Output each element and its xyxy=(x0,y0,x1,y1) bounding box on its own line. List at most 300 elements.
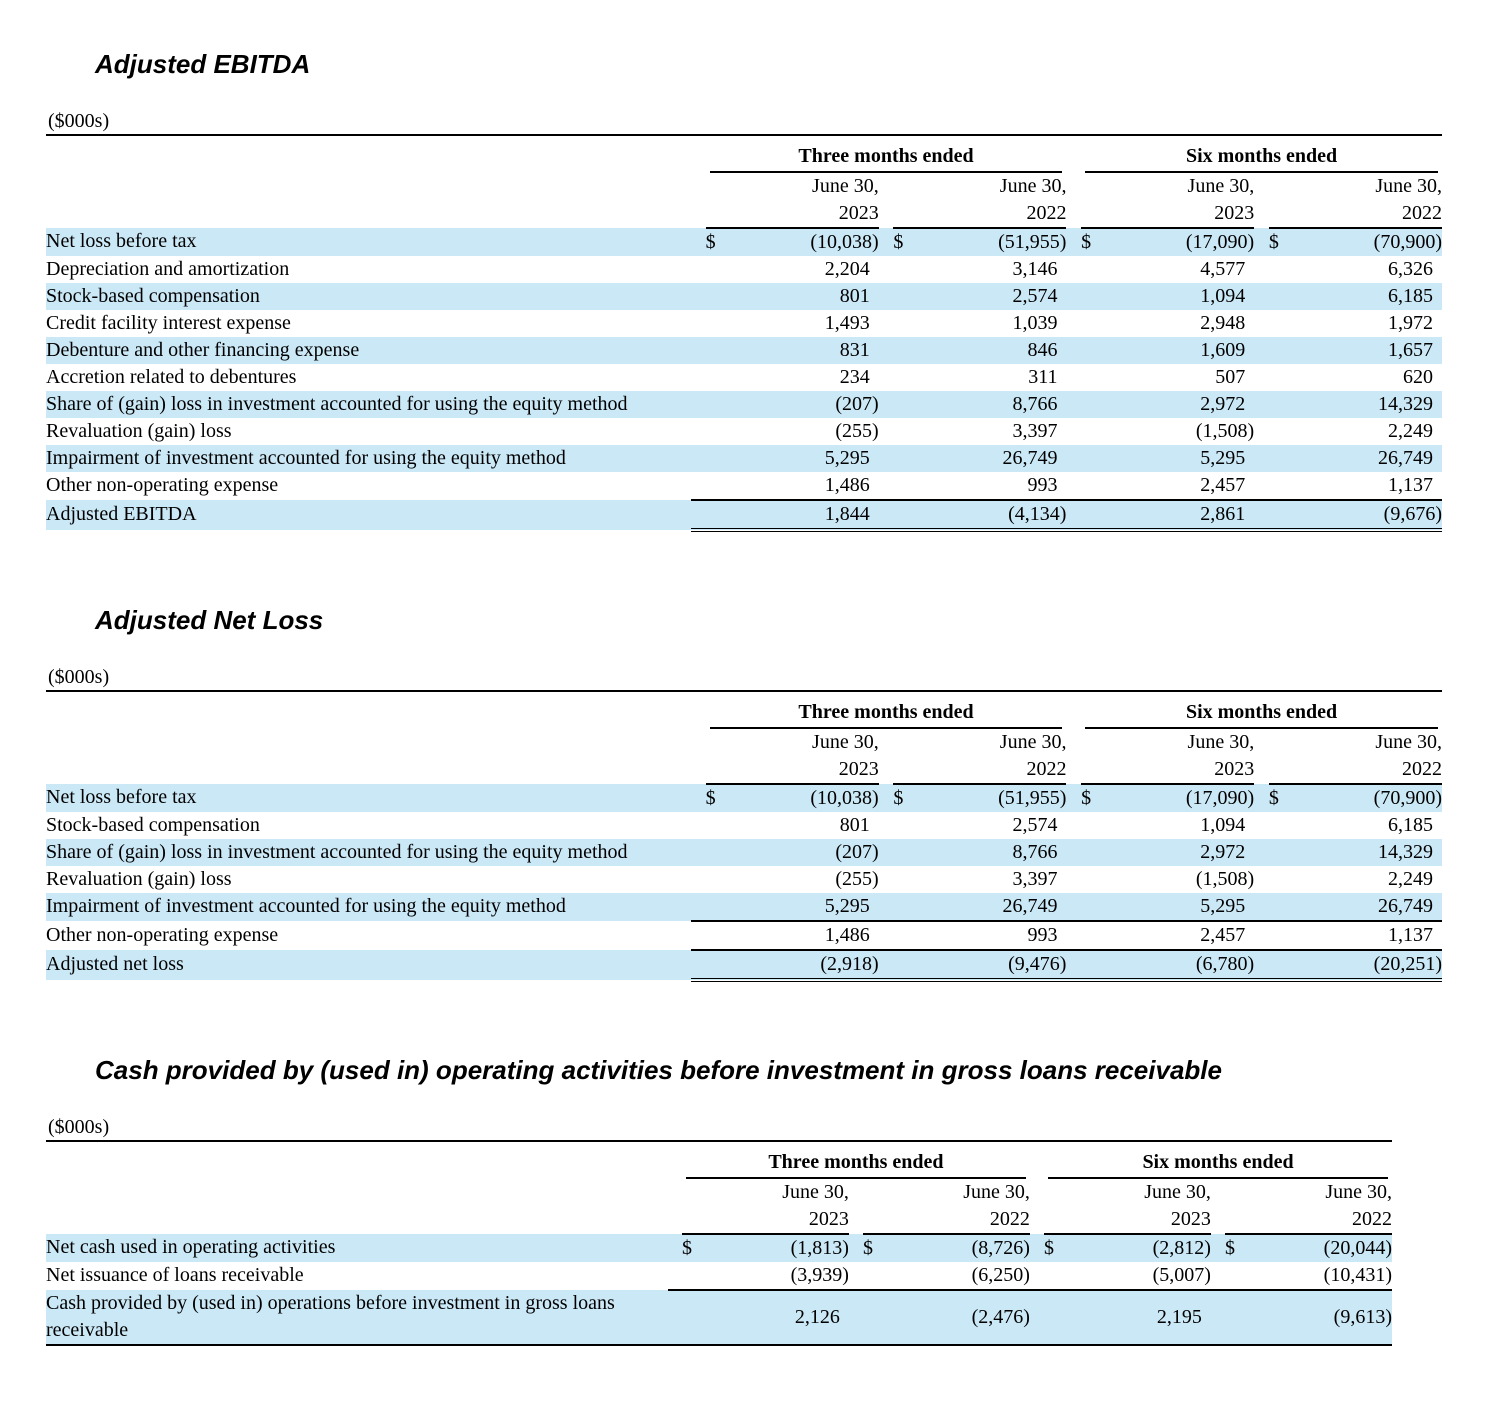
spacer-cell xyxy=(879,418,894,445)
currency-symbol-cell xyxy=(1081,337,1108,364)
row-label: Stock-based compensation xyxy=(46,813,260,836)
units-label: ($000s) xyxy=(46,666,1442,692)
currency-symbol-cell xyxy=(1269,866,1296,893)
currency-symbol-cell xyxy=(863,1290,889,1345)
value-cell: (1,508) xyxy=(1195,867,1255,890)
table-row xyxy=(46,228,1442,256)
spacer-cell xyxy=(1254,364,1269,391)
column-header xyxy=(893,173,1066,228)
row-label: Cash provided by (used in) operations before investment in gross loans receivable xyxy=(46,1290,668,1345)
spacer-cell xyxy=(1066,283,1081,310)
row-label: Share of (gain) loss in investment accounted for using the equity method xyxy=(46,392,628,415)
column-header-line: June 30, xyxy=(812,174,879,197)
currency-symbol-cell xyxy=(893,391,920,418)
value-cell: 26,749 xyxy=(1378,446,1433,469)
value-cell: (3,939) xyxy=(708,1262,849,1290)
spacer-cell xyxy=(849,1290,863,1345)
spacer-cell xyxy=(1066,173,1081,228)
currency-symbol-cell xyxy=(893,472,920,500)
currency-symbol-cell xyxy=(1081,256,1108,283)
spacer-cell xyxy=(879,256,894,283)
currency-symbol-cell xyxy=(1081,364,1108,391)
row-label: Debenture and other financing expense xyxy=(46,338,360,361)
column-header-line: June 30, xyxy=(1325,1180,1392,1203)
value-cell: 507 xyxy=(1215,365,1246,388)
value-cell: 2,574 xyxy=(1012,813,1058,836)
value-cell: 1,039 xyxy=(1012,311,1058,334)
value-cell: 846 xyxy=(1027,338,1058,361)
spacer-cell xyxy=(1254,921,1269,950)
value-cell: (255) xyxy=(835,419,879,442)
spacer-cell xyxy=(1066,228,1081,256)
column-header-line: June 30, xyxy=(999,730,1067,753)
section-adjusted-ebitda xyxy=(46,50,1442,532)
spacer-cell xyxy=(1066,692,1081,729)
currency-symbol-cell xyxy=(893,256,920,283)
spacer-cell xyxy=(879,173,894,228)
value-cell: 26,749 xyxy=(1378,894,1433,917)
spacer-cell xyxy=(691,364,706,391)
currency-symbol-cell xyxy=(863,1262,889,1290)
spacer-cell xyxy=(1066,893,1081,921)
value-cell: 1,486 xyxy=(732,472,879,500)
spacer-cell xyxy=(1066,337,1081,364)
spacer-cell xyxy=(46,1179,668,1234)
currency-symbol-cell xyxy=(1081,893,1108,921)
currency-symbol-cell xyxy=(1269,472,1296,500)
table-row xyxy=(46,310,1442,337)
currency-symbol-cell: $ xyxy=(893,230,904,253)
spacer-cell xyxy=(1066,500,1081,530)
spacer-cell xyxy=(1066,866,1081,893)
currency-symbol-cell xyxy=(893,950,920,980)
spacer-cell xyxy=(1030,1262,1044,1290)
table-row xyxy=(46,950,1442,980)
table-row xyxy=(46,866,1442,893)
column-group-header xyxy=(1044,1142,1392,1179)
value-cell: (10,431) xyxy=(1251,1262,1392,1290)
table-row xyxy=(46,364,1442,391)
currency-symbol-cell xyxy=(706,445,733,472)
currency-symbol-cell xyxy=(1225,1290,1251,1345)
spacer-cell xyxy=(691,283,706,310)
table-row xyxy=(46,445,1442,472)
currency-symbol-cell: $ xyxy=(1081,230,1092,253)
value-cell: 1,137 xyxy=(1295,472,1442,500)
value-cell: (70,900) xyxy=(1373,786,1442,809)
spacer-cell xyxy=(1066,256,1081,283)
value-cell: 1,094 xyxy=(1200,813,1246,836)
currency-symbol-cell: $ xyxy=(1081,786,1092,809)
column-header-line: June 30, xyxy=(812,730,879,753)
column-group-header xyxy=(1081,692,1442,729)
column-group-header xyxy=(682,1142,1030,1179)
spacer-cell xyxy=(691,692,706,729)
currency-symbol-cell xyxy=(706,893,733,921)
spacer-cell xyxy=(879,950,894,980)
spacer-cell xyxy=(879,500,894,530)
currency-symbol-cell xyxy=(1269,893,1296,921)
spacer-cell xyxy=(1066,950,1081,980)
spacer-cell xyxy=(1066,812,1081,839)
spacer-cell xyxy=(1030,1142,1044,1179)
adjusted-net-loss-table xyxy=(46,692,1442,982)
spacer-cell xyxy=(691,472,706,500)
value-cell: (6,250) xyxy=(889,1262,1030,1290)
value-cell: 5,295 xyxy=(824,446,870,469)
value-cell: 2,195 xyxy=(1070,1290,1211,1345)
spacer-cell xyxy=(691,310,706,337)
value-cell: (2,812) xyxy=(1152,1236,1211,1259)
spacer-cell xyxy=(691,391,706,418)
spacer-cell xyxy=(1211,1290,1225,1345)
value-cell: (8,726) xyxy=(971,1236,1030,1259)
column-group-header xyxy=(1081,136,1442,173)
currency-symbol-cell xyxy=(1081,310,1108,337)
value-cell: 801 xyxy=(839,813,870,836)
value-cell: (10,038) xyxy=(810,230,879,253)
column-header-line: 2022 xyxy=(1026,201,1067,224)
value-cell: 5,295 xyxy=(1200,446,1246,469)
section-title: Adjusted Net Loss xyxy=(95,604,324,635)
group-header-row xyxy=(46,136,1442,173)
spacer-cell xyxy=(1254,784,1269,812)
spacer-cell xyxy=(1066,364,1081,391)
spacer-cell xyxy=(1254,256,1269,283)
currency-symbol-cell xyxy=(893,337,920,364)
value-cell: 2,249 xyxy=(1388,419,1433,442)
currency-symbol-cell xyxy=(1081,500,1108,530)
value-cell: (10,038) xyxy=(810,786,879,809)
table-row xyxy=(46,784,1442,812)
column-header xyxy=(1225,1179,1392,1234)
value-cell: 1,972 xyxy=(1388,311,1433,334)
spacer-cell xyxy=(879,839,894,866)
group-header-row xyxy=(46,692,1442,729)
column-header xyxy=(1081,173,1254,228)
column-header-line: 2023 xyxy=(1170,1207,1211,1230)
currency-symbol-cell xyxy=(893,418,920,445)
value-cell: 8,766 xyxy=(1012,392,1058,415)
value-cell: (9,676) xyxy=(1295,500,1442,530)
spacer-cell xyxy=(1254,173,1269,228)
spacer-cell xyxy=(1254,500,1269,530)
spacer-cell xyxy=(849,1179,863,1234)
value-cell: (255) xyxy=(835,867,879,890)
spacer-cell xyxy=(1254,472,1269,500)
value-cell: 2,457 xyxy=(1108,472,1255,500)
currency-symbol-cell xyxy=(893,921,920,950)
financial-table xyxy=(46,692,1442,982)
row-label: Adjusted EBITDA xyxy=(46,503,197,526)
spacer-cell xyxy=(46,692,691,729)
column-header-line: 2022 xyxy=(1026,757,1067,780)
column-header xyxy=(1269,173,1442,228)
currency-symbol-cell xyxy=(1081,921,1108,950)
spacer-cell xyxy=(1254,310,1269,337)
spacer-cell xyxy=(1066,784,1081,812)
value-cell: (5,007) xyxy=(1070,1262,1211,1290)
spacer-cell xyxy=(1030,1290,1044,1345)
column-header-line: 2022 xyxy=(989,1207,1030,1230)
column-header-line: 2023 xyxy=(838,757,879,780)
spacer-cell xyxy=(879,310,894,337)
spacer-cell xyxy=(1066,445,1081,472)
spacer-cell xyxy=(1254,418,1269,445)
row-label: Net loss before tax xyxy=(46,786,197,809)
row-label: Depreciation and amortization xyxy=(46,257,290,280)
value-cell: 2,972 xyxy=(1200,392,1246,415)
currency-symbol-cell xyxy=(893,812,920,839)
currency-symbol-cell: $ xyxy=(705,786,716,809)
spacer-cell xyxy=(1254,729,1269,784)
value-cell: 14,329 xyxy=(1378,840,1433,863)
row-label: Other non-operating expense xyxy=(46,474,279,497)
spacer-cell xyxy=(1254,812,1269,839)
currency-symbol-cell xyxy=(893,839,920,866)
value-cell: (20,044) xyxy=(1323,1236,1392,1259)
currency-symbol-cell xyxy=(706,364,733,391)
value-cell: (17,090) xyxy=(1185,786,1255,809)
currency-symbol-cell xyxy=(706,256,733,283)
units-label: ($000s) xyxy=(46,1116,1392,1142)
spacer-cell xyxy=(691,784,706,812)
value-cell: 2,948 xyxy=(1200,311,1246,334)
column-header-line: 2023 xyxy=(838,201,879,224)
currency-symbol-cell xyxy=(1269,283,1296,310)
column-group-header-label: Three months ended xyxy=(686,1149,1026,1179)
column-header xyxy=(1044,1179,1211,1234)
value-cell: 1,486 xyxy=(732,921,879,950)
value-cell: 801 xyxy=(839,284,870,307)
currency-symbol-cell xyxy=(706,500,733,530)
spacer-cell xyxy=(1211,1262,1225,1290)
table-row xyxy=(46,472,1442,500)
table-row xyxy=(46,921,1442,950)
spacer-cell xyxy=(879,812,894,839)
value-cell: 1,137 xyxy=(1295,921,1442,950)
currency-symbol-cell xyxy=(1269,445,1296,472)
currency-symbol-cell xyxy=(706,391,733,418)
spacer-cell xyxy=(879,364,894,391)
value-cell: 2,574 xyxy=(1012,284,1058,307)
value-cell: (207) xyxy=(835,392,879,415)
spacer-cell xyxy=(668,1142,682,1179)
value-cell: 4,577 xyxy=(1200,257,1246,280)
currency-symbol-cell xyxy=(1225,1262,1251,1290)
currency-symbol-cell xyxy=(893,310,920,337)
value-cell: 620 xyxy=(1403,365,1433,388)
currency-symbol-cell xyxy=(1081,445,1108,472)
value-cell: (51,955) xyxy=(998,230,1067,253)
row-label: Revaluation (gain) loss xyxy=(46,867,232,890)
units-label: ($000s) xyxy=(46,110,1442,136)
spacer-cell xyxy=(668,1290,682,1345)
table-row xyxy=(46,1262,1392,1290)
table-row xyxy=(46,812,1442,839)
spacer-cell xyxy=(1254,839,1269,866)
value-cell: 6,185 xyxy=(1388,284,1433,307)
value-cell: (20,251) xyxy=(1295,950,1442,980)
spacer-cell xyxy=(1254,228,1269,256)
currency-symbol-cell xyxy=(893,364,920,391)
column-header-row xyxy=(46,173,1442,228)
column-header-line: 2023 xyxy=(1214,201,1255,224)
currency-symbol-cell xyxy=(1044,1290,1070,1345)
value-cell: 3,146 xyxy=(1012,257,1058,280)
currency-symbol-cell: $ xyxy=(1268,230,1279,253)
spacer-cell xyxy=(46,173,691,228)
column-header-line: June 30, xyxy=(963,1180,1030,1203)
value-cell: 14,329 xyxy=(1378,392,1433,415)
spacer-cell xyxy=(691,337,706,364)
spacer-cell xyxy=(1254,337,1269,364)
spacer-cell xyxy=(691,445,706,472)
column-header-line: June 30, xyxy=(1375,730,1442,753)
column-group-header-label: Six months ended xyxy=(1085,699,1438,729)
value-cell: 993 xyxy=(920,472,1067,500)
value-cell: (1,813) xyxy=(790,1236,849,1259)
column-header-line: June 30, xyxy=(1375,174,1442,197)
row-label: Share of (gain) loss in investment accounted for using the equity method xyxy=(46,840,628,863)
spacer-cell xyxy=(1066,391,1081,418)
spacer-cell xyxy=(691,173,706,228)
column-header-line: June 30, xyxy=(1144,1180,1211,1203)
currency-symbol-cell xyxy=(706,839,733,866)
spacer-cell xyxy=(691,418,706,445)
cash-operating-activities-table xyxy=(46,1142,1392,1346)
value-cell: (9,476) xyxy=(920,950,1067,980)
value-cell: 1,094 xyxy=(1200,284,1246,307)
table-row xyxy=(46,256,1442,283)
row-label: Net cash used in operating activities xyxy=(46,1236,336,1259)
column-header xyxy=(893,729,1066,784)
spacer-cell xyxy=(1066,136,1081,173)
currency-symbol-cell xyxy=(1269,839,1296,866)
row-label: Other non-operating expense xyxy=(46,923,279,946)
spacer-cell xyxy=(879,893,894,921)
value-cell: 6,185 xyxy=(1388,813,1433,836)
currency-symbol-cell xyxy=(1081,418,1108,445)
table-row xyxy=(46,391,1442,418)
currency-symbol-cell xyxy=(1269,337,1296,364)
value-cell: 1,493 xyxy=(824,311,870,334)
value-cell: 831 xyxy=(839,338,870,361)
value-cell: 5,295 xyxy=(824,894,870,917)
value-cell: 2,861 xyxy=(1108,500,1255,530)
row-label: Adjusted net loss xyxy=(46,953,184,976)
value-cell: (207) xyxy=(835,840,879,863)
column-header xyxy=(1269,729,1442,784)
spacer-cell xyxy=(1066,729,1081,784)
value-cell: 2,204 xyxy=(824,257,870,280)
row-label: Net issuance of loans receivable xyxy=(46,1264,304,1287)
currency-symbol-cell: $ xyxy=(863,1236,874,1259)
section-adjusted-net-loss xyxy=(46,606,1442,982)
currency-symbol-cell xyxy=(682,1290,708,1345)
spacer-cell xyxy=(1211,1179,1225,1234)
section-body xyxy=(46,666,1442,982)
spacer-cell xyxy=(879,729,894,784)
currency-symbol-cell xyxy=(1269,310,1296,337)
column-header xyxy=(863,1179,1030,1234)
table-row xyxy=(46,839,1442,866)
spacer-cell xyxy=(691,839,706,866)
currency-symbol-cell xyxy=(1081,812,1108,839)
value-cell: 2,249 xyxy=(1388,867,1433,890)
column-group-header-label: Three months ended xyxy=(710,143,1063,173)
column-group-header-label: Six months ended xyxy=(1085,143,1438,173)
spacer-cell xyxy=(879,921,894,950)
currency-symbol-cell xyxy=(893,445,920,472)
spacer-cell xyxy=(691,921,706,950)
spacer-cell xyxy=(1254,283,1269,310)
spacer-cell xyxy=(1254,866,1269,893)
spacer-cell xyxy=(691,136,706,173)
value-cell: 1,844 xyxy=(732,500,879,530)
column-header-line: 2022 xyxy=(1352,1207,1392,1230)
spacer-cell xyxy=(879,445,894,472)
value-cell: 1,609 xyxy=(1200,338,1246,361)
spacer-cell xyxy=(46,136,691,173)
spacer-cell xyxy=(879,784,894,812)
table-row xyxy=(46,418,1442,445)
table-row xyxy=(46,283,1442,310)
column-header-row xyxy=(46,729,1442,784)
spacer-cell xyxy=(691,729,706,784)
spacer-cell xyxy=(691,866,706,893)
spacer-cell xyxy=(879,337,894,364)
spacer-cell xyxy=(879,866,894,893)
currency-symbol-cell xyxy=(1269,391,1296,418)
value-cell: (9,613) xyxy=(1251,1290,1392,1345)
group-header-row xyxy=(46,1142,1392,1179)
spacer-cell xyxy=(691,500,706,530)
currency-symbol-cell xyxy=(682,1262,708,1290)
column-header-line: June 30, xyxy=(782,1180,849,1203)
value-cell: (1,508) xyxy=(1195,419,1255,442)
currency-symbol-cell xyxy=(1269,256,1296,283)
column-group-header xyxy=(706,692,1067,729)
currency-symbol-cell xyxy=(706,337,733,364)
column-group-header-label: Three months ended xyxy=(710,699,1063,729)
value-cell: 3,397 xyxy=(1012,867,1058,890)
table-row xyxy=(46,1234,1392,1262)
table-row xyxy=(46,337,1442,364)
value-cell: (4,134) xyxy=(920,500,1067,530)
spacer-cell xyxy=(1066,472,1081,500)
section-cash-operating-activities xyxy=(46,1056,1442,1346)
spacer-cell xyxy=(1066,921,1081,950)
column-header xyxy=(682,1179,849,1234)
section-body xyxy=(46,110,1442,532)
spacer-cell xyxy=(1066,310,1081,337)
currency-symbol-cell xyxy=(1081,839,1108,866)
currency-symbol-cell xyxy=(706,866,733,893)
table-row xyxy=(46,893,1442,921)
value-cell: 6,326 xyxy=(1388,257,1433,280)
value-cell: 311 xyxy=(1028,365,1058,388)
column-group-header xyxy=(706,136,1067,173)
spacer-cell xyxy=(1066,418,1081,445)
currency-symbol-cell xyxy=(1081,950,1108,980)
spacer-cell xyxy=(691,893,706,921)
spacer-cell xyxy=(879,472,894,500)
row-label: Stock-based compensation xyxy=(46,284,260,307)
row-label: Net loss before tax xyxy=(46,230,197,253)
currency-symbol-cell: $ xyxy=(705,230,716,253)
column-header-line: 2023 xyxy=(808,1207,849,1230)
